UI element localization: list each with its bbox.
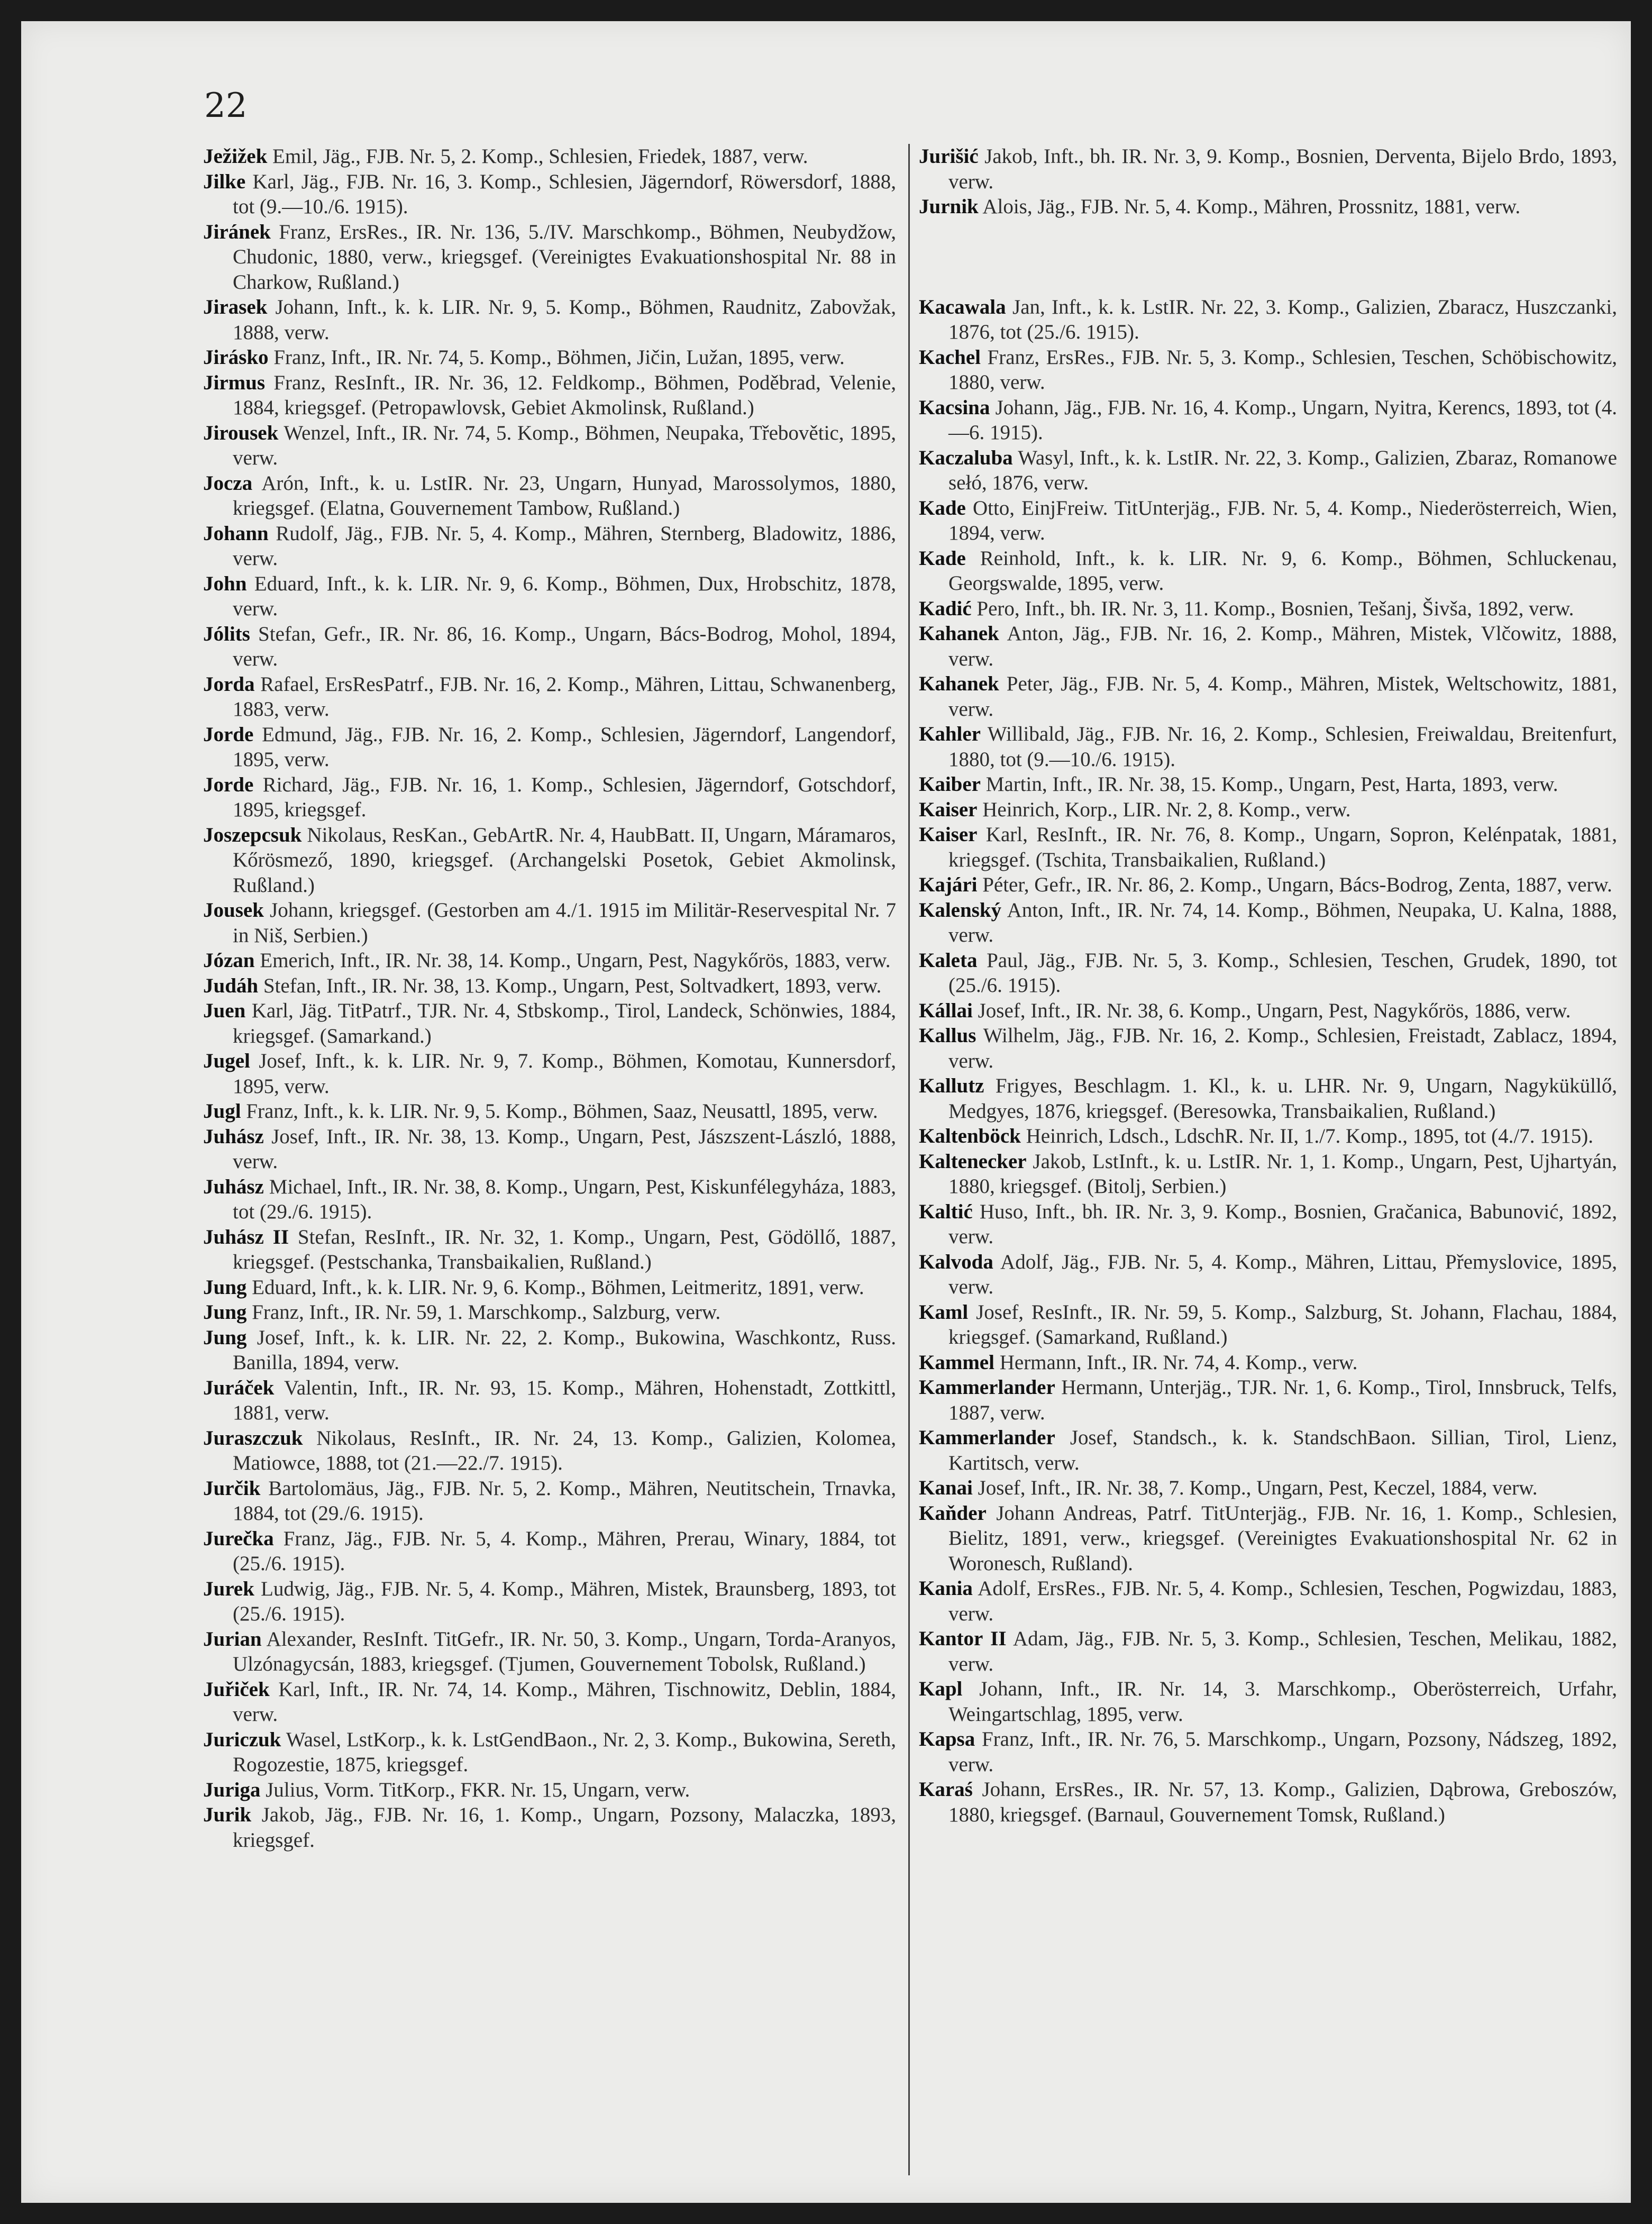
entry-surname: Kaiber <box>919 773 981 796</box>
entry-surname: Kaiser <box>919 798 978 821</box>
entry <box>919 872 1617 898</box>
entry-details: Frigyes, Beschlagm. 1. Kl., k. u. LHR. Nr. 9, Ungarn, Nagyküküllő, Medgyes, 1876, kriegsgef. (Beresowka, Transbaikalien, Rußland.) <box>948 1074 1617 1123</box>
entry-surname: Juráček <box>203 1376 275 1399</box>
entry-details: Stefan, ResInft., IR. Nr. 32, 1. Komp., Ungarn, Pest, Gödöllő, 1887, kriegsgef. (Pestschanka, Transbaikalien, Rußland.) <box>233 1225 896 1273</box>
entry <box>919 1777 1617 1827</box>
entry-details: Johann, Inft., IR. Nr. 14, 3. Marschkomp., Oberösterreich, Urfahr, Weingartschlag, 1895, verw. <box>948 1678 1618 1726</box>
entry-details: Johann, Jäg., FJB. Nr. 16, 4. Komp., Ungarn, Nyitra, Kerencs, 1893, tot (4.—6. 1915). <box>948 396 1617 444</box>
entry-surname: Juriczuk <box>203 1728 281 1751</box>
entry-surname: Jurnik <box>919 195 979 218</box>
entry <box>203 295 896 345</box>
entry-surname: Juhász II <box>203 1225 289 1248</box>
entry-details: Wenzel, Inft., IR. Nr. 74, 5. Komp., Böhmen, Neupaka, Třebovětic, 1895, verw. <box>233 421 896 469</box>
entry <box>203 1325 896 1375</box>
entry <box>919 621 1617 671</box>
entry-details: Otto, EinjFreiw. TitUnterjäg., FJB. Nr. 5, 4. Komp., Niederösterreich, Wien, 1894, verw. <box>948 496 1617 544</box>
entry-surname: Jurian <box>203 1627 262 1651</box>
entry <box>919 772 1617 797</box>
entry <box>919 1676 1617 1727</box>
entry <box>919 1375 1617 1425</box>
entry-details: Jakob, Inft., bh. IR. Nr. 3, 9. Komp., Bosnien, Derventa, Bijelo Brdo, 1893, verw. <box>948 145 1617 193</box>
entry-details: Karl, ResInft., IR. Nr. 76, 8. Komp., Ungarn, Sopron, Kelénpatak, 1881, kriegsgef. (Tschita, Transbaikalien, Rußland.) <box>948 823 1618 871</box>
document-page <box>21 21 1631 2203</box>
entry <box>919 1350 1617 1375</box>
entry-details: Valentin, Inft., IR. Nr. 93, 15. Komp., Mähren, Hohenstadt, Zottkittl, 1881, verw. <box>233 1376 897 1424</box>
entry-surname: Juhász <box>203 1175 264 1198</box>
entry-details: Ludwig, Jäg., FJB. Nr. 5, 4. Komp., Mähren, Mistek, Braunsberg, 1893, tot (25./6. 1915). <box>233 1577 897 1625</box>
entry-details: Wasyl, Inft., k. k. LstIR. Nr. 22, 3. Komp., Galizien, Zbaraz, Romanowe sełó, 1876, verw. <box>948 446 1617 494</box>
entry-surname: Jung <box>203 1275 247 1299</box>
entry <box>203 370 896 421</box>
entry-surname: Kantor II <box>919 1627 1007 1650</box>
entry-details: Adolf, ErsRes., FJB. Nr. 5, 4. Komp., Schlesien, Teschen, Pogwizdau, 1883, verw. <box>948 1577 1617 1625</box>
entry-surname: Jirousek <box>203 421 279 444</box>
entry <box>203 1225 896 1275</box>
entry-details: Paul, Jäg., FJB. Nr. 5, 3. Komp., Schlesien, Teschen, Grudek, 1890, tot (25./6. 1915). <box>948 949 1618 997</box>
entry-details: Stefan, Gefr., IR. Nr. 86, 16. Komp., Ungarn, Bács-Bodrog, Mohol, 1894, verw. <box>233 622 897 670</box>
entry <box>919 144 1617 194</box>
entry-details: Jan, Inft., k. k. LstIR. Nr. 22, 3. Komp., Galizien, Zbaracz, Huszczanki, 1876, tot (25./6. 1915). <box>948 295 1618 343</box>
entry <box>203 1174 896 1225</box>
entry <box>203 421 896 471</box>
entry <box>203 1727 896 1778</box>
entry-surname: Kammerlander <box>919 1376 1055 1399</box>
entry <box>203 1778 896 1803</box>
entry <box>203 220 896 295</box>
entry-details: Karl, Jäg., FJB. Nr. 16, 3. Komp., Schlesien, Jägerndorf, Röwersdorf, 1888, tot (9.—10./6. 1915). <box>233 170 896 218</box>
page-number: 22 <box>204 86 248 125</box>
entry <box>203 1426 896 1476</box>
entry-details: Emil, Jäg., FJB. Nr. 5, 2. Komp., Schlesien, Friedek, 1887, verw. <box>272 145 808 168</box>
entry-surname: Juriga <box>203 1778 261 1801</box>
entry-surname: Jorde <box>203 723 254 746</box>
entry-details: Johann Andreas, Patrf. TitUnterjäg., FJB. Nr. 16, 1. Komp., Schlesien, Bielitz, 1891, verw., kriegsgef. (Vereinigtes Evakuationshospital Nr. 62 in Woronesch, Rußland). <box>948 1501 1617 1575</box>
entry-details: Alexander, ResInft. TitGefr., IR. Nr. 50, 3. Komp., Ungarn, Torda-Aranyos, Ulzónagycsán, 1883, kriegsgef. (Tjumen, Gouvernement Tobolsk, Rußland.) <box>233 1627 896 1675</box>
entry-details: Heinrich, Korp., LIR. Nr. 2, 8. Komp., verw. <box>982 798 1351 821</box>
entry-details: Franz, ErsRes., FJB. Nr. 5, 3. Komp., Schlesien, Teschen, Schöbischowitz, 1880, verw. <box>948 345 1618 394</box>
entry-surname: Kallus <box>919 1024 976 1047</box>
entry <box>203 1300 896 1325</box>
entry-details: Jakob, Jäg., FJB. Nr. 16, 1. Komp., Ungarn, Pozsony, Malaczka, 1893, kriegsgef. <box>233 1803 896 1852</box>
entry-surname: John <box>203 572 247 595</box>
entry-surname: Kaňder <box>919 1501 987 1525</box>
entry-surname: Kaltenböck <box>919 1125 1021 1147</box>
entry <box>203 672 896 722</box>
entry-surname: Kahanek <box>919 622 999 645</box>
entry <box>919 671 1617 722</box>
entry <box>919 395 1617 445</box>
entry-surname: Karaś <box>919 1778 973 1801</box>
entry-surname: Józan <box>203 949 255 972</box>
entry-details: Franz, Inft., IR. Nr. 59, 1. Marschkomp., Salzburg, verw. <box>252 1301 721 1324</box>
entry-details: Rafael, ErsResPatrf., FJB. Nr. 16, 2. Komp., Mähren, Littau, Schwanenberg, 1883, verw. <box>233 672 896 721</box>
entry <box>919 1475 1617 1501</box>
entry <box>203 345 896 370</box>
entry-surname: Jurišić <box>919 145 979 168</box>
entry <box>203 622 896 672</box>
entry-details: Josef, Inft., IR. Nr. 38, 6. Komp., Ungarn, Pest, Nagykőrös, 1886, verw. <box>978 999 1571 1022</box>
entry <box>203 722 896 772</box>
entry <box>203 1275 896 1300</box>
right-column <box>919 144 1617 1827</box>
entry <box>919 722 1617 772</box>
entry <box>203 521 896 571</box>
entry-surname: Jólits <box>203 622 250 645</box>
entry-details: Adam, Jäg., FJB. Nr. 5, 3. Komp., Schlesien, Teschen, Melikau, 1882, verw. <box>948 1627 1617 1675</box>
entry-surname: Jorde <box>203 773 254 796</box>
entry-surname: Kade <box>919 496 966 519</box>
entry-details: Josef, Inft., k. k. LIR. Nr. 22, 2. Komp., Bukowina, Waschkontz, Russ. Banilla, 1894, verw. <box>233 1326 897 1374</box>
entry-surname: Kaczaluba <box>919 446 1013 469</box>
entry-details: Willibald, Jäg., FJB. Nr. 16, 2. Komp., Schlesien, Freiwaldau, Breitenfurt, 1880, tot (9.—10./6. 1915). <box>948 723 1617 771</box>
entry-details: Josef, Standsch., k. k. StandschBaon. Sillian, Tirol, Lienz, Kartitsch, verw. <box>948 1426 1617 1474</box>
entry-details: Josef, ResInft., IR. Nr. 59, 5. Komp., Salzburg, St. Johann, Flachau, 1884, kriegsgef. (Samarkand, Rußland.) <box>948 1300 1618 1348</box>
entry <box>919 797 1617 823</box>
entry-surname: Johann <box>203 522 269 545</box>
entry-surname: Jurečka <box>203 1527 274 1550</box>
entry-surname: Kadić <box>919 597 972 620</box>
entry-surname: Kaiser <box>919 823 978 846</box>
entry <box>203 1677 896 1727</box>
entry-details: Edmund, Jäg., FJB. Nr. 16, 2. Komp., Schlesien, Jägerndorf, Langendorf, 1895, verw. <box>233 723 897 771</box>
entry-surname: Kammerlander <box>919 1426 1055 1449</box>
entry-details: Huso, Inft., bh. IR. Nr. 3, 9. Komp., Bosnien, Gračanica, Babunović, 1892, verw. <box>948 1200 1617 1248</box>
entry <box>919 1425 1617 1475</box>
entry <box>919 345 1617 395</box>
entry <box>203 1802 896 1853</box>
entry-details: Martin, Inft., IR. Nr. 38, 15. Komp., Ungarn, Pest, Harta, 1893, verw. <box>985 773 1558 796</box>
entry-surname: Jiránek <box>203 220 271 243</box>
entry-details: Bartolomäus, Jäg., FJB. Nr. 5, 2. Komp., Mähren, Neutitschein, Trnavka, 1884, tot (29./6. 1915). <box>233 1476 896 1525</box>
entry <box>919 1124 1617 1149</box>
entry-details: Franz, Inft., IR. Nr. 76, 5. Marschkomp., Ungarn, Pozsony, Nádszeg, 1892, verw. <box>948 1728 1617 1776</box>
entry-surname: Jugl <box>203 1100 241 1123</box>
entry-surname: Jirasek <box>203 296 268 318</box>
entry-details: Franz, Jäg., FJB. Nr. 5, 4. Komp., Mähren, Prerau, Winary, 1884, tot (25./6. 1915). <box>233 1527 896 1575</box>
entry <box>919 1149 1617 1199</box>
entry-details: Emerich, Inft., IR. Nr. 38, 14. Komp., Ungarn, Pest, Nagykőrös, 1883, verw. <box>260 949 891 972</box>
entry-surname: Kania <box>919 1577 973 1600</box>
entry-surname: Jung <box>203 1326 247 1349</box>
entry-details: Wilhelm, Jäg., FJB. Nr. 16, 2. Komp., Schlesien, Freistadt, Zablacz, 1894, verw. <box>948 1024 1617 1072</box>
entry-surname: Judáh <box>203 974 259 997</box>
entry-surname: Kaltić <box>919 1200 973 1223</box>
entry-details: Josef, Inft., IR. Nr. 38, 7. Komp., Ungarn, Pest, Keczel, 1884, verw. <box>978 1476 1538 1499</box>
entry <box>203 1476 896 1526</box>
entry <box>919 948 1617 998</box>
entry <box>919 546 1617 596</box>
entry-details: Karl, Jäg. TitPatrf., TJR. Nr. 4, Stbskomp., Tirol, Landeck, Schönwies, 1884, kriegsgef. (Samarkand.) <box>233 999 897 1047</box>
entry <box>203 1627 896 1677</box>
entry-surname: Jirmus <box>203 371 265 394</box>
entry-surname: Kacsina <box>919 396 990 419</box>
entry-surname: Kapsa <box>919 1728 975 1751</box>
entry <box>203 1576 896 1627</box>
entry-details: Hermann, Inft., IR. Nr. 74, 4. Komp., verw. <box>999 1351 1358 1374</box>
entry-surname: Kalenský <box>919 898 1002 922</box>
entry-surname: Kacawala <box>919 295 1006 318</box>
entry-surname: Kapl <box>919 1678 963 1700</box>
entry-surname: Kállai <box>919 999 973 1022</box>
entry-details: Rudolf, Jäg., FJB. Nr. 5, 4. Komp., Mähren, Sternberg, Bladowitz, 1886, verw. <box>233 522 896 570</box>
entry <box>919 822 1617 872</box>
entry <box>203 823 896 898</box>
entry-surname: Jilke <box>203 170 246 193</box>
entry <box>203 571 896 622</box>
entry-surname: Kahler <box>919 723 981 745</box>
entry-details: Franz, Inft., IR. Nr. 74, 5. Komp., Böhmen, Jičin, Lužan, 1895, verw. <box>273 346 845 369</box>
entry <box>203 1375 896 1426</box>
entry <box>919 1576 1617 1626</box>
entry-surname: Kachel <box>919 345 981 369</box>
entry-details: Franz, ResInft., IR. Nr. 36, 12. Feldkomp., Böhmen, Poděbrad, Velenie, 1884, kriegsgef. (Petropawlovsk, Gebiet Akmolinsk, Rußland.) <box>233 371 897 419</box>
entry-details: Wasel, LstKorp., k. k. LstGendBaon., Nr. 2, 3. Komp., Bukowina, Sereth, Rogozestie, 1875, kriegsgef. <box>233 1728 896 1776</box>
entry-surname: Jurčik <box>203 1476 261 1500</box>
entry-surname: Ježižek <box>203 145 268 168</box>
entry <box>203 169 896 220</box>
entry-surname: Kaml <box>919 1300 969 1324</box>
entry-surname: Kade <box>919 546 966 570</box>
entry-surname: Kahanek <box>919 672 999 695</box>
entry <box>203 973 896 999</box>
entry <box>203 898 896 948</box>
entry-surname: Jung <box>203 1301 247 1324</box>
entry-details: Peter, Jäg., FJB. Nr. 5, 4. Komp., Mähren, Mistek, Weltschowitz, 1881, verw. <box>948 672 1618 721</box>
entry-details: Arón, Inft., k. u. LstIR. Nr. 23, Ungarn, Hunyad, Marossolymos, 1880, kriegsgef. (Elatna, Gouvernement Tambow, Rußland.) <box>233 471 896 519</box>
entry-surname: Kalvoda <box>919 1250 993 1273</box>
entry <box>919 998 1617 1024</box>
entry <box>919 1250 1617 1300</box>
entry <box>919 295 1617 345</box>
entry-details: Richard, Jäg., FJB. Nr. 16, 1. Komp., Schlesien, Jägerndorf, Gotschdorf, 1895, kriegsgef. <box>233 773 897 821</box>
entry-details: Hermann, Unterjäg., TJR. Nr. 1, 6. Komp., Tirol, Innsbruck, Telfs, 1887, verw. <box>948 1376 1617 1424</box>
entry-details: Reinhold, Inft., k. k. LIR. Nr. 9, 6. Komp., Böhmen, Schluckenau, Georgswalde, 1895, verw. <box>948 546 1618 595</box>
entry-details: Franz, ErsRes., IR. Nr. 136, 5./IV. Marschkomp., Böhmen, Neubydžow, Chudonic, 1880, verw., kriegsgef. (Vereinigtes Evakuationshospital Nr. 88 in Charkow, Rußland.) <box>233 220 896 294</box>
entry <box>919 1023 1617 1073</box>
entry <box>919 898 1617 948</box>
entry-details: Anton, Jäg., FJB. Nr. 16, 2. Komp., Mähren, Mistek, Vlčowitz, 1888, verw. <box>948 622 1617 670</box>
entry <box>203 471 896 521</box>
column-divider <box>908 144 910 2175</box>
entry-surname: Jousek <box>203 899 264 922</box>
entry-surname: Juraszczuk <box>203 1426 303 1450</box>
entry-surname: Kammel <box>919 1351 994 1374</box>
entry-details: Julius, Vorm. TitKorp., FKR. Nr. 15, Ungarn, verw. <box>266 1778 690 1801</box>
entry-surname: Jocza <box>203 471 253 495</box>
entry-details: Michael, Inft., IR. Nr. 38, 8. Komp., Ungarn, Pest, Kiskunfélegyháza, 1883, tot (29./6. 1915). <box>233 1175 896 1223</box>
entry <box>919 1626 1617 1676</box>
entry-surname: Kaleta <box>919 949 978 972</box>
entry <box>203 998 896 1049</box>
entry-details: Anton, Inft., IR. Nr. 74, 14. Komp., Böhmen, Neupaka, U. Kalna, 1888, verw. <box>948 898 1617 946</box>
entry-details: Adolf, Jäg., FJB. Nr. 5, 4. Komp., Mähren, Littau, Přemyslovice, 1895, verw. <box>948 1250 1617 1298</box>
entry-details: Josef, Inft., IR. Nr. 38, 13. Komp., Ungarn, Pest, Jászszent-László, 1888, verw. <box>233 1125 896 1173</box>
entry-surname: Juřiček <box>203 1678 270 1701</box>
entry-details: Alois, Jäg., FJB. Nr. 5, 4. Komp., Mähren, Prossnitz, 1881, verw. <box>982 195 1521 218</box>
entry-details: Johann, kriegsgef. (Gestorben am 4./1. 1915 im Militär-Reservespital Nr. 7 in Niš, Serbien.) <box>233 899 896 947</box>
entry-details: Josef, Inft., k. k. LIR. Nr. 9, 7. Komp., Böhmen, Komotau, Kunnersdorf, 1895, verw. <box>233 1050 897 1098</box>
entry <box>203 1049 896 1099</box>
entry-surname: Jurek <box>203 1577 254 1600</box>
entry <box>203 144 896 169</box>
entry <box>919 496 1617 546</box>
entry <box>919 596 1617 622</box>
entry-details: Nikolaus, ResInft., IR. Nr. 24, 13. Komp., Galizien, Kolomea, Matiowce, 1888, tot (21.—22./7. 1915). <box>233 1426 896 1474</box>
entry-surname: Jurik <box>203 1803 252 1826</box>
entry <box>919 1300 1617 1350</box>
entry-details: Johann, ErsRes., IR. Nr. 57, 13. Komp., Galizien, Dąbrowa, Greboszów, 1880, kriegsgef. (Barnaul, Gouvernement Tomsk, Rußland.) <box>948 1778 1618 1826</box>
entry-surname: Juen <box>203 999 246 1022</box>
entry-details: Eduard, Inft., k. k. LIR. Nr. 9, 6. Komp., Böhmen, Dux, Hrobschitz, 1878, verw. <box>233 572 896 620</box>
entry <box>203 1526 896 1576</box>
entry-surname: Jugel <box>203 1050 250 1072</box>
entry <box>203 772 896 823</box>
entry <box>919 194 1617 220</box>
entry-details: Karl, Inft., IR. Nr. 74, 14. Komp., Mähren, Tischnowitz, Deblin, 1884, verw. <box>233 1678 896 1726</box>
entry <box>203 1099 896 1124</box>
entry-details: Jakob, LstInft., k. u. LstIR. Nr. 1, 1. Komp., Ungarn, Pest, Ujhartyán, 1880, kriegsgef. (Bitolj, Serbien.) <box>948 1150 1617 1198</box>
entry-details: Franz, Inft., k. k. LIR. Nr. 9, 5. Komp., Böhmen, Saaz, Neusattl, 1895, verw. <box>246 1100 878 1123</box>
left-column <box>203 144 896 1853</box>
entry <box>919 1727 1617 1777</box>
entry-details: Péter, Gefr., IR. Nr. 86, 2. Komp., Ungarn, Bács-Bodrog, Zenta, 1887, verw. <box>982 873 1612 896</box>
entry <box>919 1199 1617 1250</box>
entry <box>919 445 1617 496</box>
entry-details: Pero, Inft., bh. IR. Nr. 3, 11. Komp., Bosnien, Tešanj, Šivša, 1892, verw. <box>976 597 1574 620</box>
entry-surname: Jirásko <box>203 346 269 369</box>
entry-details: Eduard, Inft., k. k. LIR. Nr. 9, 6. Komp., Böhmen, Leitmeritz, 1891, verw. <box>252 1275 864 1299</box>
entry-surname: Joszepcsuk <box>203 823 302 846</box>
entry <box>919 1073 1617 1124</box>
entry-surname: Kallutz <box>919 1074 984 1097</box>
entry-surname: Juhász <box>203 1125 264 1148</box>
entry-details: Nikolaus, ResKan., GebArtR. Nr. 4, HaubBatt. II, Ungarn, Máramaros, Kőrösmező, 1890, kriegsgef. (Archangelski Posetok, Gebiet Akmolinsk, Rußland.) <box>233 823 896 897</box>
entry-surname: Kaltenecker <box>919 1150 1027 1173</box>
entry <box>203 1124 896 1174</box>
entry-details: Johann, Inft., k. k. LIR. Nr. 9, 5. Komp., Böhmen, Raudnitz, Zabovžak, 1888, verw. <box>233 296 897 344</box>
entry-surname: Kajári <box>919 873 978 896</box>
entry-details: Heinrich, Ldsch., LdschR. Nr. II, 1./7. Komp., 1895, tot (4./7. 1915). <box>1026 1125 1593 1147</box>
entry-details: Stefan, Inft., IR. Nr. 38, 13. Komp., Ungarn, Pest, Soltvadkert, 1893, verw. <box>263 974 882 997</box>
entry-surname: Kanai <box>919 1476 973 1499</box>
entry <box>919 1501 1617 1576</box>
entry-surname: Jorda <box>203 672 255 696</box>
entry <box>203 948 896 973</box>
